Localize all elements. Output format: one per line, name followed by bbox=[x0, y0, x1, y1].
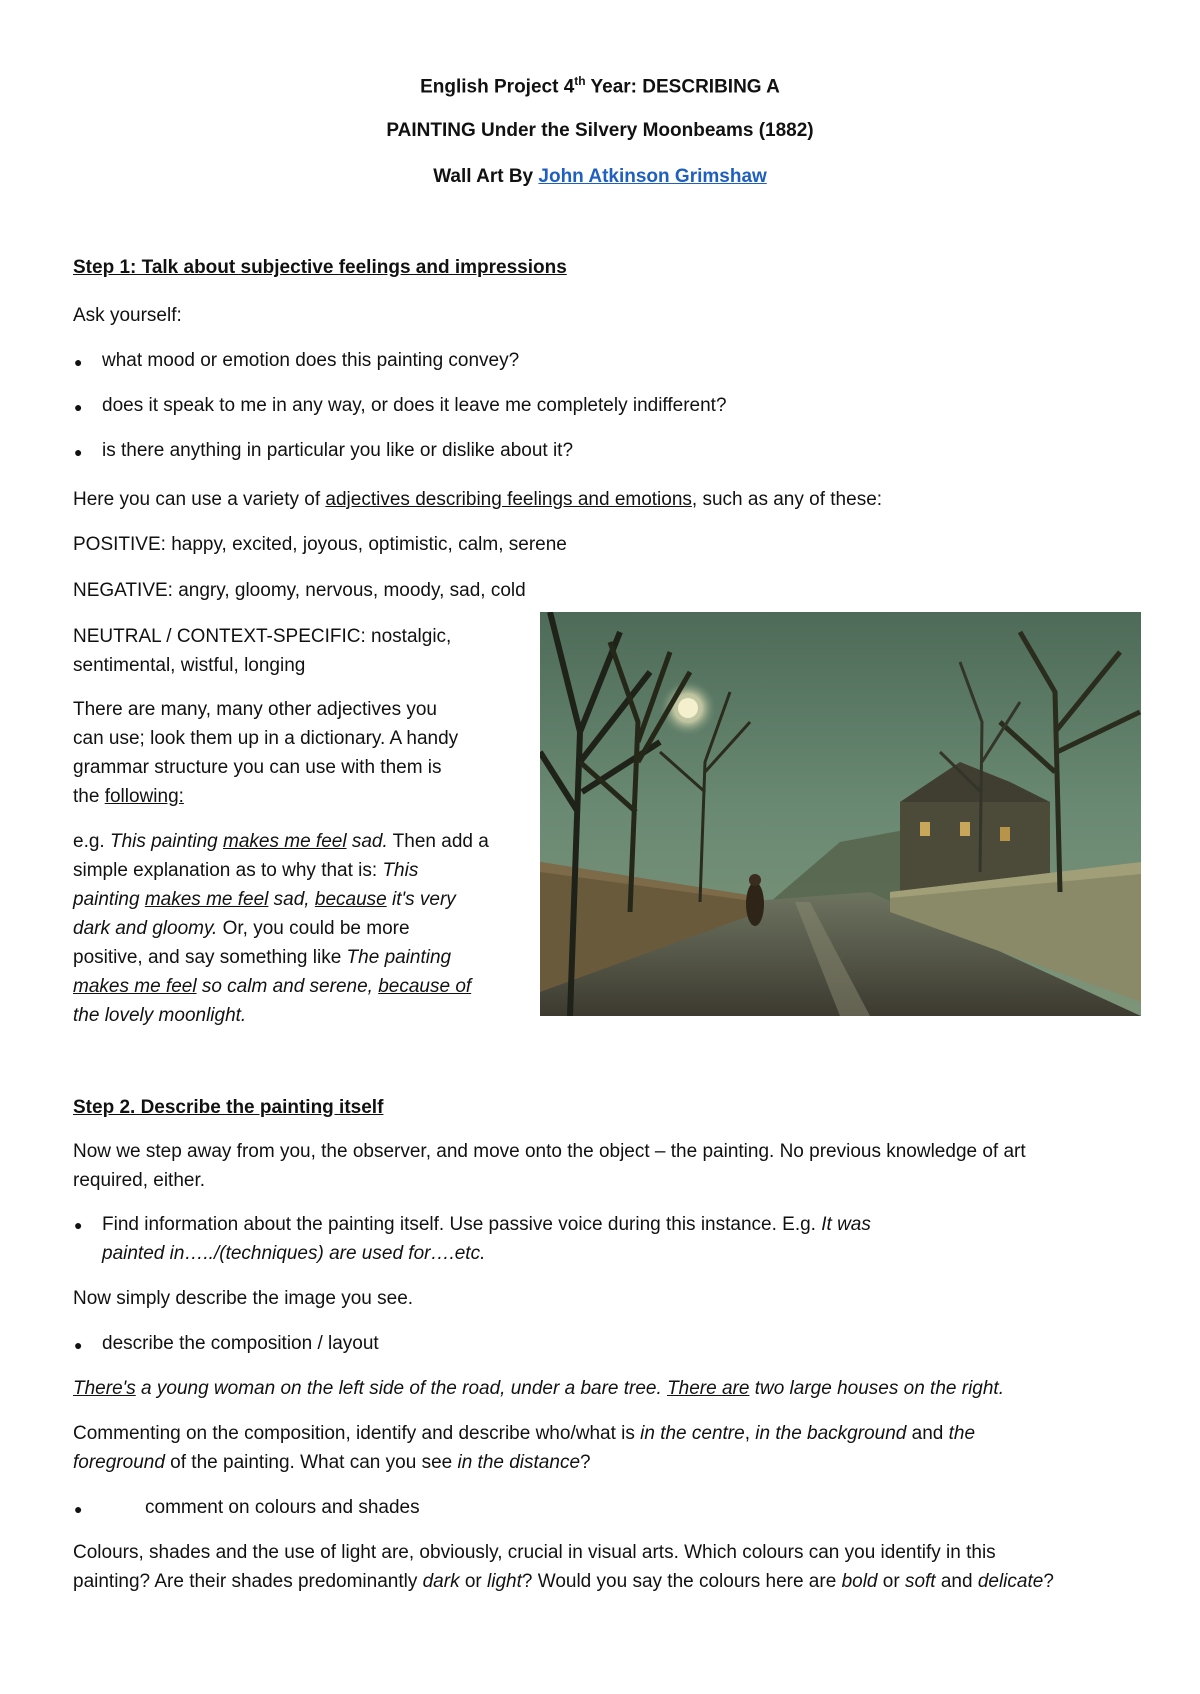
title-text: English Project 4 bbox=[420, 76, 575, 98]
example-line-6 bbox=[73, 972, 543, 1001]
bullet-icon: ● bbox=[74, 1337, 83, 1353]
title-line-2: PAINTING Under the Silvery Moonbeams (1882) bbox=[386, 120, 814, 141]
comment-line-1 bbox=[73, 1419, 1153, 1448]
neutral-list bbox=[73, 622, 533, 680]
colours-line-1: Colours, shades and the use of light are, obviously, crucial in visual arts. Which colours can you identify in this bbox=[73, 1542, 996, 1563]
comment-and: and bbox=[906, 1423, 949, 1444]
colours-text: ? Would you say the colours here are bbox=[521, 1571, 842, 1592]
theres-underlined: There's bbox=[73, 1378, 136, 1399]
bullet-icon: ● bbox=[74, 354, 83, 370]
centre-italic: in the centre bbox=[640, 1423, 745, 1444]
title-text-rest: Year: DESCRIBING A bbox=[585, 76, 780, 98]
eg-italic-sad: sad. bbox=[346, 831, 388, 852]
eg-italic: dark and gloomy. bbox=[73, 918, 218, 939]
step2-heading: Step 2. Describe the painting itself bbox=[73, 1097, 384, 1118]
colours-paragraph bbox=[73, 1538, 1163, 1596]
example-line-5 bbox=[73, 943, 543, 972]
eg-italic: sad, bbox=[268, 889, 315, 910]
eg-text: Or, you could be more bbox=[217, 918, 410, 939]
following-underlined: following: bbox=[104, 786, 184, 807]
find-italic: It was bbox=[821, 1214, 871, 1235]
describe-intro: Now simply describe the image you see. bbox=[73, 1288, 414, 1309]
colours-text: painting? Are their shades predominantly bbox=[73, 1571, 423, 1592]
colours-or: or bbox=[459, 1571, 488, 1592]
painting-svg bbox=[540, 612, 1141, 1016]
eg-italic: the lovely moonlight. bbox=[73, 1005, 247, 1026]
step1-bullet-3: is there anything in particular you like or dislike about it? bbox=[102, 440, 574, 461]
example-line-7 bbox=[73, 1001, 543, 1030]
neutral-line-1: NEUTRAL / CONTEXT-SPECIFIC: nostalgic, bbox=[73, 626, 452, 647]
adjectives-intro-end: , such as any of these: bbox=[691, 489, 883, 510]
comment-line-2 bbox=[73, 1448, 1153, 1477]
comment-comma: , bbox=[744, 1423, 756, 1444]
example-line-4 bbox=[73, 914, 543, 943]
find-line-2: painted in…../(techniques) are used for….etc. bbox=[102, 1243, 486, 1264]
adjectives-intro-text: Here you can use a variety of bbox=[73, 489, 326, 510]
eg-underlined: makes me feel bbox=[223, 831, 347, 852]
colours-question: ? bbox=[1043, 1571, 1054, 1592]
comment-text: Commenting on the composition, identify and describe who/what is bbox=[73, 1423, 641, 1444]
artist-link[interactable]: John Atkinson Grimshaw bbox=[538, 166, 767, 187]
eg-then: Then add a bbox=[387, 831, 489, 852]
background-italic: in the background bbox=[755, 1423, 907, 1444]
example-line-2 bbox=[73, 856, 543, 885]
adjectives-intro bbox=[73, 489, 882, 511]
colours-line-2 bbox=[73, 1567, 1163, 1596]
eg-italic: This bbox=[382, 860, 419, 881]
many-line-3: grammar structure you can use with them is bbox=[73, 757, 442, 778]
eg-text: e.g. bbox=[73, 831, 110, 852]
step1-bullet-1: what mood or emotion does this painting convey? bbox=[102, 350, 520, 371]
the-italic: the bbox=[948, 1423, 976, 1444]
composition-bullet: describe the composition / layout bbox=[102, 1333, 379, 1354]
bold-italic: bold bbox=[841, 1571, 878, 1592]
title-superscript: th bbox=[574, 74, 586, 88]
positive-list: POSITIVE: happy, excited, joyous, optimistic, calm, serene bbox=[73, 534, 567, 555]
colours-or: or bbox=[877, 1571, 905, 1592]
there-are-underlined: There are bbox=[667, 1378, 750, 1399]
step2-intro bbox=[73, 1137, 1153, 1195]
intro-line-1: Now we step away from you, the observer, and move onto the object – the painting. No previous knowledge of art bbox=[73, 1141, 1026, 1162]
find-info-bullet bbox=[102, 1210, 1152, 1268]
eg-underlined: makes me feel bbox=[144, 889, 269, 910]
step1-bullet-2: does it speak to me in any way, or does it leave me completely indifferent? bbox=[102, 395, 727, 416]
step1-heading: Step 1: Talk about subjective feelings and impressions bbox=[73, 257, 567, 278]
negative-list: NEGATIVE: angry, gloomy, nervous, moody, sad, cold bbox=[73, 580, 526, 601]
eg-italic: painting bbox=[73, 889, 145, 910]
composition-comment bbox=[73, 1419, 1153, 1477]
find-line-1 bbox=[102, 1210, 1152, 1239]
neutral-line-2: sentimental, wistful, longing bbox=[73, 655, 306, 676]
eg-text: positive, and say something like bbox=[73, 947, 347, 968]
adjectives-underlined: adjectives describing feelings and emotions bbox=[325, 489, 692, 510]
composition-example bbox=[73, 1378, 1004, 1400]
eg-underlined: makes me feel bbox=[73, 976, 197, 997]
example-paragraph bbox=[73, 827, 543, 1030]
many-adjectives-paragraph bbox=[73, 695, 533, 811]
intro-line-2: required, either. bbox=[73, 1170, 206, 1191]
many-line-1: There are many, many other adjectives you bbox=[73, 699, 437, 720]
eg-italic: This painting bbox=[109, 831, 223, 852]
colours-bullet: comment on colours and shades bbox=[145, 1497, 420, 1518]
title-line-1 bbox=[0, 74, 1200, 98]
bullet-icon: ● bbox=[74, 1217, 83, 1233]
painting-image bbox=[540, 612, 1141, 1016]
bullet-icon: ● bbox=[74, 1501, 83, 1517]
eg-italic: The painting bbox=[346, 947, 452, 968]
example-line-1 bbox=[73, 827, 543, 856]
eg-underlined-because-of: because of bbox=[378, 976, 472, 997]
eg-text: simple explanation as to why that is: bbox=[73, 860, 383, 881]
colours-and: and bbox=[935, 1571, 978, 1592]
foreground-italic: foreground bbox=[73, 1452, 165, 1473]
example-text-end: two large houses on the right. bbox=[749, 1378, 1004, 1399]
distance-italic: in the distance bbox=[457, 1452, 581, 1473]
many-line-4-text: the bbox=[73, 786, 105, 807]
bullet-icon: ● bbox=[74, 399, 83, 415]
dark-italic: dark bbox=[422, 1571, 460, 1592]
comment-question: ? bbox=[580, 1452, 591, 1473]
ask-yourself: Ask yourself: bbox=[73, 305, 182, 326]
bullet-icon: ● bbox=[74, 444, 83, 460]
eg-italic: it's very bbox=[386, 889, 456, 910]
eg-underlined-because: because bbox=[314, 889, 387, 910]
example-line-3 bbox=[73, 885, 543, 914]
eg-italic: so calm and serene, bbox=[196, 976, 379, 997]
byline-text: Wall Art By bbox=[433, 166, 539, 187]
comment-text: of the painting. What can you see bbox=[164, 1452, 458, 1473]
title-line-3 bbox=[0, 166, 1200, 188]
light-italic: light bbox=[487, 1571, 522, 1592]
soft-italic: soft bbox=[904, 1571, 936, 1592]
example-text: a young woman on the left side of the road, under a bare tree. bbox=[135, 1378, 668, 1399]
many-line-4 bbox=[73, 782, 533, 811]
delicate-italic: delicate bbox=[977, 1571, 1044, 1592]
many-line-2: can use; look them up in a dictionary. A handy bbox=[73, 728, 459, 749]
find-text: Find information about the painting itself. Use passive voice during this instance. E.g. bbox=[102, 1214, 822, 1235]
